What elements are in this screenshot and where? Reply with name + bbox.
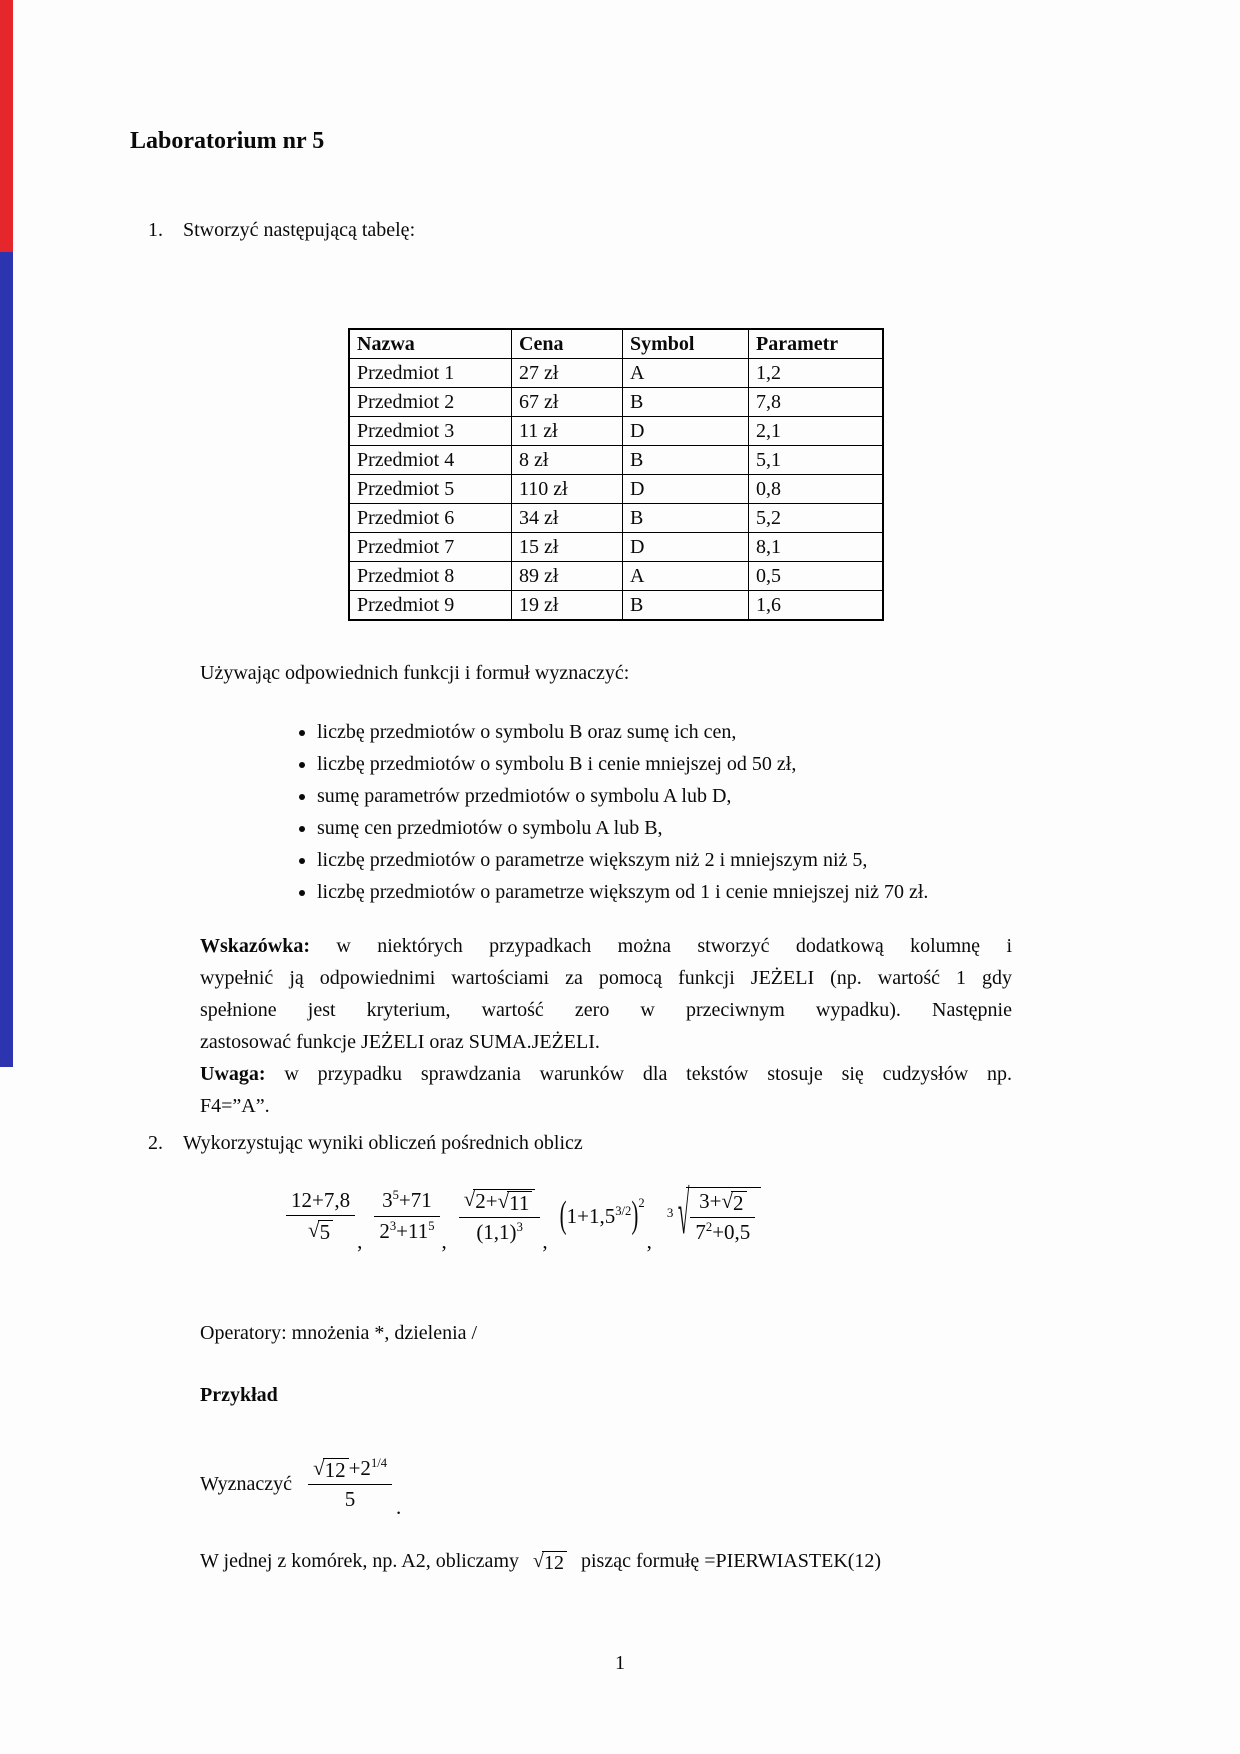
radical-sign: √ — [463, 1186, 476, 1211]
bullet-item: • liczbę przedmiotów o symbolu B oraz sumę ich cen, — [317, 716, 928, 748]
sqrt — [722, 1191, 747, 1214]
operators-line: Operatory: mnożenia *, dzielenia / — [200, 1322, 478, 1344]
term: 3+ — [699, 1189, 722, 1214]
numerator — [459, 1188, 541, 1218]
cell-cena: 34 zł — [512, 504, 623, 533]
denominator — [374, 1217, 439, 1243]
radical-sign: √ — [533, 1550, 544, 1572]
radicand — [686, 1187, 761, 1244]
exponent: 2 — [705, 1220, 713, 1235]
column-header-cena: Cena — [512, 329, 623, 359]
table-row — [349, 417, 883, 446]
formula-row — [286, 1168, 761, 1264]
numerator — [690, 1190, 755, 1218]
cell-symbol: B — [623, 446, 749, 475]
item-number: 2. — [148, 1132, 163, 1154]
example-lead: Wyznaczyć — [200, 1472, 293, 1495]
formula-4 — [559, 1192, 645, 1236]
base: 7 — [695, 1220, 706, 1245]
exponent: 3 — [389, 1218, 397, 1233]
cell-parametr: 7,8 — [749, 388, 884, 417]
cell-nazwa: Przedmiot 5 — [349, 475, 512, 504]
footer-text: W jednej z komórek, np. A2, obliczamy — [200, 1550, 519, 1572]
cell-nazwa: Przedmiot 6 — [349, 504, 512, 533]
bullet-item: • sumę parametrów przedmiotów o symbolu A lub D, — [317, 780, 928, 812]
cell-parametr: 5,1 — [749, 446, 884, 475]
cell-parametr: 5,2 — [749, 504, 884, 533]
fraction — [690, 1190, 755, 1244]
formula-3 — [459, 1188, 541, 1244]
open-paren: ( — [559, 1192, 567, 1236]
exponent: 1/4 — [370, 1455, 388, 1470]
table-row — [349, 533, 883, 562]
table-row — [349, 504, 883, 533]
items-table — [348, 328, 884, 621]
term: +71 — [398, 1188, 432, 1213]
cell-nazwa: Przedmiot 7 — [349, 533, 512, 562]
item-text: Wykorzystując wyniki obliczeń pośrednich oblicz — [183, 1132, 583, 1154]
note-line: F4=”A”. — [200, 1095, 270, 1117]
bullet-item: • sumę cen przedmiotów o symbolu A lub B, — [317, 812, 928, 844]
cell-parametr: 2,1 — [749, 417, 884, 446]
cell-nazwa: Przedmiot 3 — [349, 417, 512, 446]
radical-sign: √ — [497, 1188, 510, 1213]
outer-exponent: 2 — [638, 1195, 645, 1210]
hint-paragraph — [200, 930, 1012, 1122]
hint-line — [200, 930, 1012, 962]
term: +0,5 — [712, 1220, 751, 1245]
radicand: 11 — [507, 1191, 532, 1214]
exponent: 5 — [428, 1218, 435, 1233]
left-edge-strip-red — [0, 0, 13, 252]
bullet-item: • liczbę przedmiotów o symbolu B i cenie mniejszej od 50 zł, — [317, 748, 928, 780]
hint-line: wypełnić ją odpowiednimi wartościami za pomocą funkcji JEŻELI (np. wartość 1 gdy — [200, 967, 1012, 989]
cell-symbol: D — [623, 475, 749, 504]
denominator — [286, 1216, 355, 1243]
hint-line: spełnione jest kryterium, wartość zero w przeciwnym wypadku). Następnie — [200, 999, 1012, 1021]
column-header-parametr: Parametr — [749, 329, 884, 359]
term: 2+ — [475, 1188, 498, 1213]
base: 2 — [379, 1218, 390, 1243]
cell-parametr: 0,8 — [749, 475, 884, 504]
table-header-row — [349, 329, 883, 359]
cell-cena: 15 zł — [512, 533, 623, 562]
radical-sign: √ — [313, 1455, 325, 1480]
cell-parametr: 1,6 — [749, 591, 884, 621]
column-header-symbol: Symbol — [623, 329, 749, 359]
example-heading: Przykład — [200, 1384, 278, 1406]
cell-symbol: A — [623, 359, 749, 388]
left-edge-strip-blue — [0, 252, 13, 1067]
cell-cena: 67 zł — [512, 388, 623, 417]
cell-parametr: 8,1 — [749, 533, 884, 562]
hint-label: Wskazówka: — [200, 935, 311, 957]
exponent: 3 — [516, 1219, 523, 1234]
cell-cena: 19 zł — [512, 591, 623, 621]
cell-cena: 11 zł — [512, 417, 623, 446]
bullet-item: • liczbę przedmiotów o parametrze większym od 1 i cenie mniejszej niż 70 zł. — [317, 876, 928, 908]
period: . — [396, 1495, 402, 1519]
hint-line: zastosować funkcje JEŻELI oraz SUMA.JEŻELI. — [200, 1031, 600, 1053]
table-row — [349, 446, 883, 475]
cell-cena: 27 zł — [512, 359, 623, 388]
page-number: 1 — [615, 1652, 625, 1674]
table-row — [349, 359, 883, 388]
term: +11 — [396, 1218, 429, 1243]
comma: , — [542, 1229, 548, 1253]
tasks-bullet-list — [287, 716, 928, 908]
cell-cena: 8 zł — [512, 446, 623, 475]
page-title: Laboratorium nr 5 — [130, 128, 325, 154]
radical-sign: √ — [308, 1218, 320, 1243]
cell-nazwa: Przedmiot 1 — [349, 359, 512, 388]
comma: , — [646, 1229, 652, 1253]
radicand: 5 — [318, 1220, 334, 1243]
sqrt — [533, 1551, 567, 1573]
comma: , — [441, 1229, 447, 1253]
hint-text: w niektórych przypadkach można stworzyć dodatkową kolumnę i — [310, 935, 1012, 957]
base: 1+1,5 — [566, 1203, 616, 1228]
cell-cena: 89 zł — [512, 562, 623, 591]
formula-2 — [374, 1189, 439, 1242]
term: +2 — [348, 1455, 371, 1480]
note-text: w przypadku sprawdzania warunków dla tekstów stosuje się cudzysłów np. — [265, 1063, 1012, 1085]
cell-parametr: 1,2 — [749, 359, 884, 388]
cell-symbol: A — [623, 562, 749, 591]
cell-symbol: D — [623, 417, 749, 446]
item-text: Stworzyć następującą tabelę: — [183, 219, 416, 241]
table-row — [349, 388, 883, 417]
sqrt — [497, 1188, 533, 1215]
example-formula — [200, 1438, 401, 1530]
exponent: 3/2 — [615, 1203, 632, 1218]
fraction — [308, 1457, 392, 1511]
cell-symbol: B — [623, 591, 749, 621]
tasks-intro: Używając odpowiednich funkcji i formuł wyznaczyć: — [200, 662, 630, 684]
cell-cena: 110 zł — [512, 475, 623, 504]
sqrt — [463, 1186, 536, 1215]
formula-5-cube-root: 3 √ 3+ √ 2 $7^2+0,5$ — [664, 1187, 761, 1244]
cell-nazwa: Przedmiot 8 — [349, 562, 512, 591]
note-label: Uwaga: — [200, 1063, 266, 1085]
sqrt — [313, 1455, 349, 1482]
table-row — [349, 475, 883, 504]
list-item-2 — [148, 1132, 583, 1155]
column-header-nazwa: Nazwa — [349, 329, 512, 359]
cell-nazwa: Przedmiot 4 — [349, 446, 512, 475]
cell-symbol: B — [623, 504, 749, 533]
list-item-1 — [148, 219, 415, 242]
note-line — [200, 1058, 1012, 1090]
radicand: 12 — [542, 1551, 567, 1573]
radical-sign: √ — [677, 1177, 690, 1247]
cell-symbol: B — [623, 388, 749, 417]
bullet-item: • liczbę przedmiotów o parametrze większym niż 2 i mniejszym niż 5, — [317, 844, 928, 876]
cell-parametr: 0,5 — [749, 562, 884, 591]
cell-symbol: D — [623, 533, 749, 562]
denominator: 5 — [344, 1486, 356, 1511]
footer-sentence — [200, 1550, 881, 1573]
radical-sign: √ — [721, 1189, 734, 1214]
numerator: 12+7,8 — [286, 1189, 355, 1216]
formula-1 — [286, 1189, 355, 1243]
numerator — [308, 1457, 392, 1485]
radicand: 12 — [323, 1458, 349, 1481]
footer-text: pisząc formułę =PIERWIASTEK(12) — [580, 1550, 882, 1572]
numerator — [374, 1189, 439, 1216]
item-number: 1. — [148, 219, 163, 241]
base: 3 — [382, 1188, 393, 1213]
sqrt — [308, 1220, 333, 1243]
radicand: 2 — [731, 1191, 747, 1214]
comma: , — [357, 1229, 363, 1253]
base: (1,1) — [476, 1219, 517, 1244]
radicand — [473, 1189, 535, 1214]
exponent: 5 — [392, 1188, 399, 1203]
denominator — [459, 1218, 541, 1244]
cell-nazwa: Przedmiot 2 — [349, 388, 512, 417]
table-row — [349, 562, 883, 591]
denominator — [690, 1218, 755, 1244]
cell-nazwa: Przedmiot 9 — [349, 591, 512, 621]
table-row — [349, 591, 883, 621]
close-paren: ) — [631, 1192, 639, 1236]
